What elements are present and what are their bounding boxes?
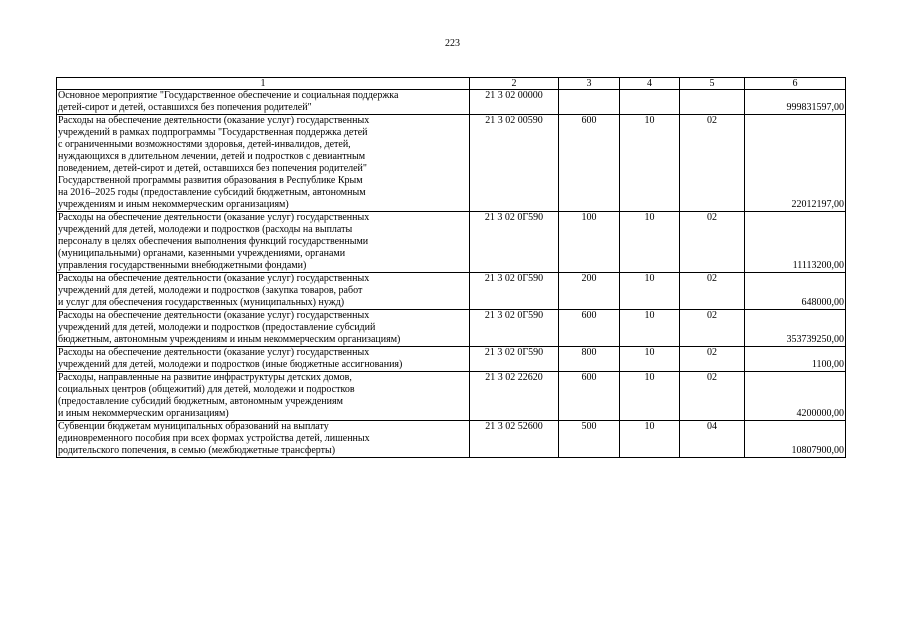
header-cell-6: 6 xyxy=(745,78,846,90)
header-cell-1: 1 xyxy=(57,78,470,90)
budget-code-cell: 21 3 02 00000 xyxy=(470,90,559,115)
budget-code-cell: 21 3 02 0Г590 xyxy=(470,273,559,310)
table-row xyxy=(57,90,846,115)
subsection-cell: 04 xyxy=(680,421,745,458)
expenditure-name-cell: Расходы на обеспечение деятельности (оказание услуг) государственных учреждений для детей, молодежи и подростков (предоставление субсидий бюджетным, автономным учреждениям и иным некоммерческим организациям) xyxy=(57,310,470,347)
expenditure-name-cell: Расходы на обеспечение деятельности (оказание услуг) государственных учреждений для детей, молодежи и подростков (закупка товаров, работ и услуг для обеспечения государственных (муниципальных) нужд) xyxy=(57,273,470,310)
budget-code-cell: 21 3 02 0Г590 xyxy=(470,347,559,372)
amount-cell: 648000,00 xyxy=(745,273,846,310)
expenditure-name-cell: Субвенции бюджетам муниципальных образований на выплату единовременного пособия при всех формах устройства детей, лишенных родительского попечения, в семью (межбюджетные трансферты) xyxy=(57,421,470,458)
subsection-cell: 02 xyxy=(680,347,745,372)
expenditure-name-cell: Расходы на обеспечение деятельности (оказание услуг) государственных учреждений для детей, молодежи и подростков (иные бюджетные ассигнования) xyxy=(57,347,470,372)
table-row xyxy=(57,212,846,273)
table-row xyxy=(57,421,846,458)
table-row xyxy=(57,310,846,347)
expense-type-cell: 500 xyxy=(559,421,620,458)
header-cell-5: 5 xyxy=(680,78,745,90)
amount-cell: 999831597,00 xyxy=(745,90,846,115)
amount-cell: 4200000,00 xyxy=(745,372,846,421)
budget-code-cell: 21 3 02 0Г590 xyxy=(470,212,559,273)
amount-cell: 10807900,00 xyxy=(745,421,846,458)
expense-type-cell: 600 xyxy=(559,372,620,421)
budget-code-cell: 21 3 02 22620 xyxy=(470,372,559,421)
expenditure-name-cell: Расходы на обеспечение деятельности (оказание услуг) государственных учреждений для детей, молодежи и подростков (расходы на выплаты персоналу в целях обеспечения выполнения функций государственными (муниципальными) органами, казенными учреждениями, органами управления государственными внебюджетными фондами) xyxy=(57,212,470,273)
table-row xyxy=(57,347,846,372)
section-cell: 10 xyxy=(620,273,680,310)
expenditure-name-cell: Расходы на обеспечение деятельности (оказание услуг) государственных учреждений в рамках подпрограммы "Государственная поддержка детей с ограниченными возможностями здоровья, детей-инвалидов, детей, нуждающихся в длительном лечении, детей и подростков с девиантным поведением, детей-сирот и детей, оставшихся без попечения родителей" Государственной программы развития образования в Республике Крым на 2016–2025 годы (предоставление субсидий бюджетным, автономным учреждениям и иным некоммерческим организациям) xyxy=(57,115,470,212)
budget-table xyxy=(56,77,846,458)
expense-type-cell: 200 xyxy=(559,273,620,310)
budget-code-cell: 21 3 02 52600 xyxy=(470,421,559,458)
amount-cell: 1100,00 xyxy=(745,347,846,372)
page-number: 223 xyxy=(445,38,460,49)
subsection-cell xyxy=(680,90,745,115)
budget-code-cell: 21 3 02 00590 xyxy=(470,115,559,212)
header-cell-4: 4 xyxy=(620,78,680,90)
header-cell-3: 3 xyxy=(559,78,620,90)
amount-cell: 11113200,00 xyxy=(745,212,846,273)
table-row xyxy=(57,372,846,421)
header-row xyxy=(57,78,846,90)
subsection-cell: 02 xyxy=(680,310,745,347)
subsection-cell: 02 xyxy=(680,115,745,212)
expense-type-cell: 600 xyxy=(559,310,620,347)
expenditure-name-cell: Основное мероприятие "Государственное обеспечение и социальная поддержка детей-сирот и детей, оставшихся без попечения родителей" xyxy=(57,90,470,115)
section-cell: 10 xyxy=(620,115,680,212)
table-row xyxy=(57,115,846,212)
section-cell: 10 xyxy=(620,212,680,273)
expense-type-cell: 600 xyxy=(559,115,620,212)
amount-cell: 353739250,00 xyxy=(745,310,846,347)
subsection-cell: 02 xyxy=(680,372,745,421)
budget-code-cell: 21 3 02 0Г590 xyxy=(470,310,559,347)
section-cell: 10 xyxy=(620,372,680,421)
section-cell: 10 xyxy=(620,347,680,372)
expense-type-cell xyxy=(559,90,620,115)
amount-cell: 22012197,00 xyxy=(745,115,846,212)
header-cell-2: 2 xyxy=(470,78,559,90)
section-cell: 10 xyxy=(620,421,680,458)
table-row xyxy=(57,273,846,310)
section-cell: 10 xyxy=(620,310,680,347)
expenditure-name-cell: Расходы, направленные на развитие инфраструктуры детских домов, социальных центров (общежитий) для детей, молодежи и подростков (предоставление субсидий бюджетным, автономным учреждениям и иным некоммерческим организациям) xyxy=(57,372,470,421)
expense-type-cell: 100 xyxy=(559,212,620,273)
subsection-cell: 02 xyxy=(680,212,745,273)
section-cell xyxy=(620,90,680,115)
subsection-cell: 02 xyxy=(680,273,745,310)
expense-type-cell: 800 xyxy=(559,347,620,372)
